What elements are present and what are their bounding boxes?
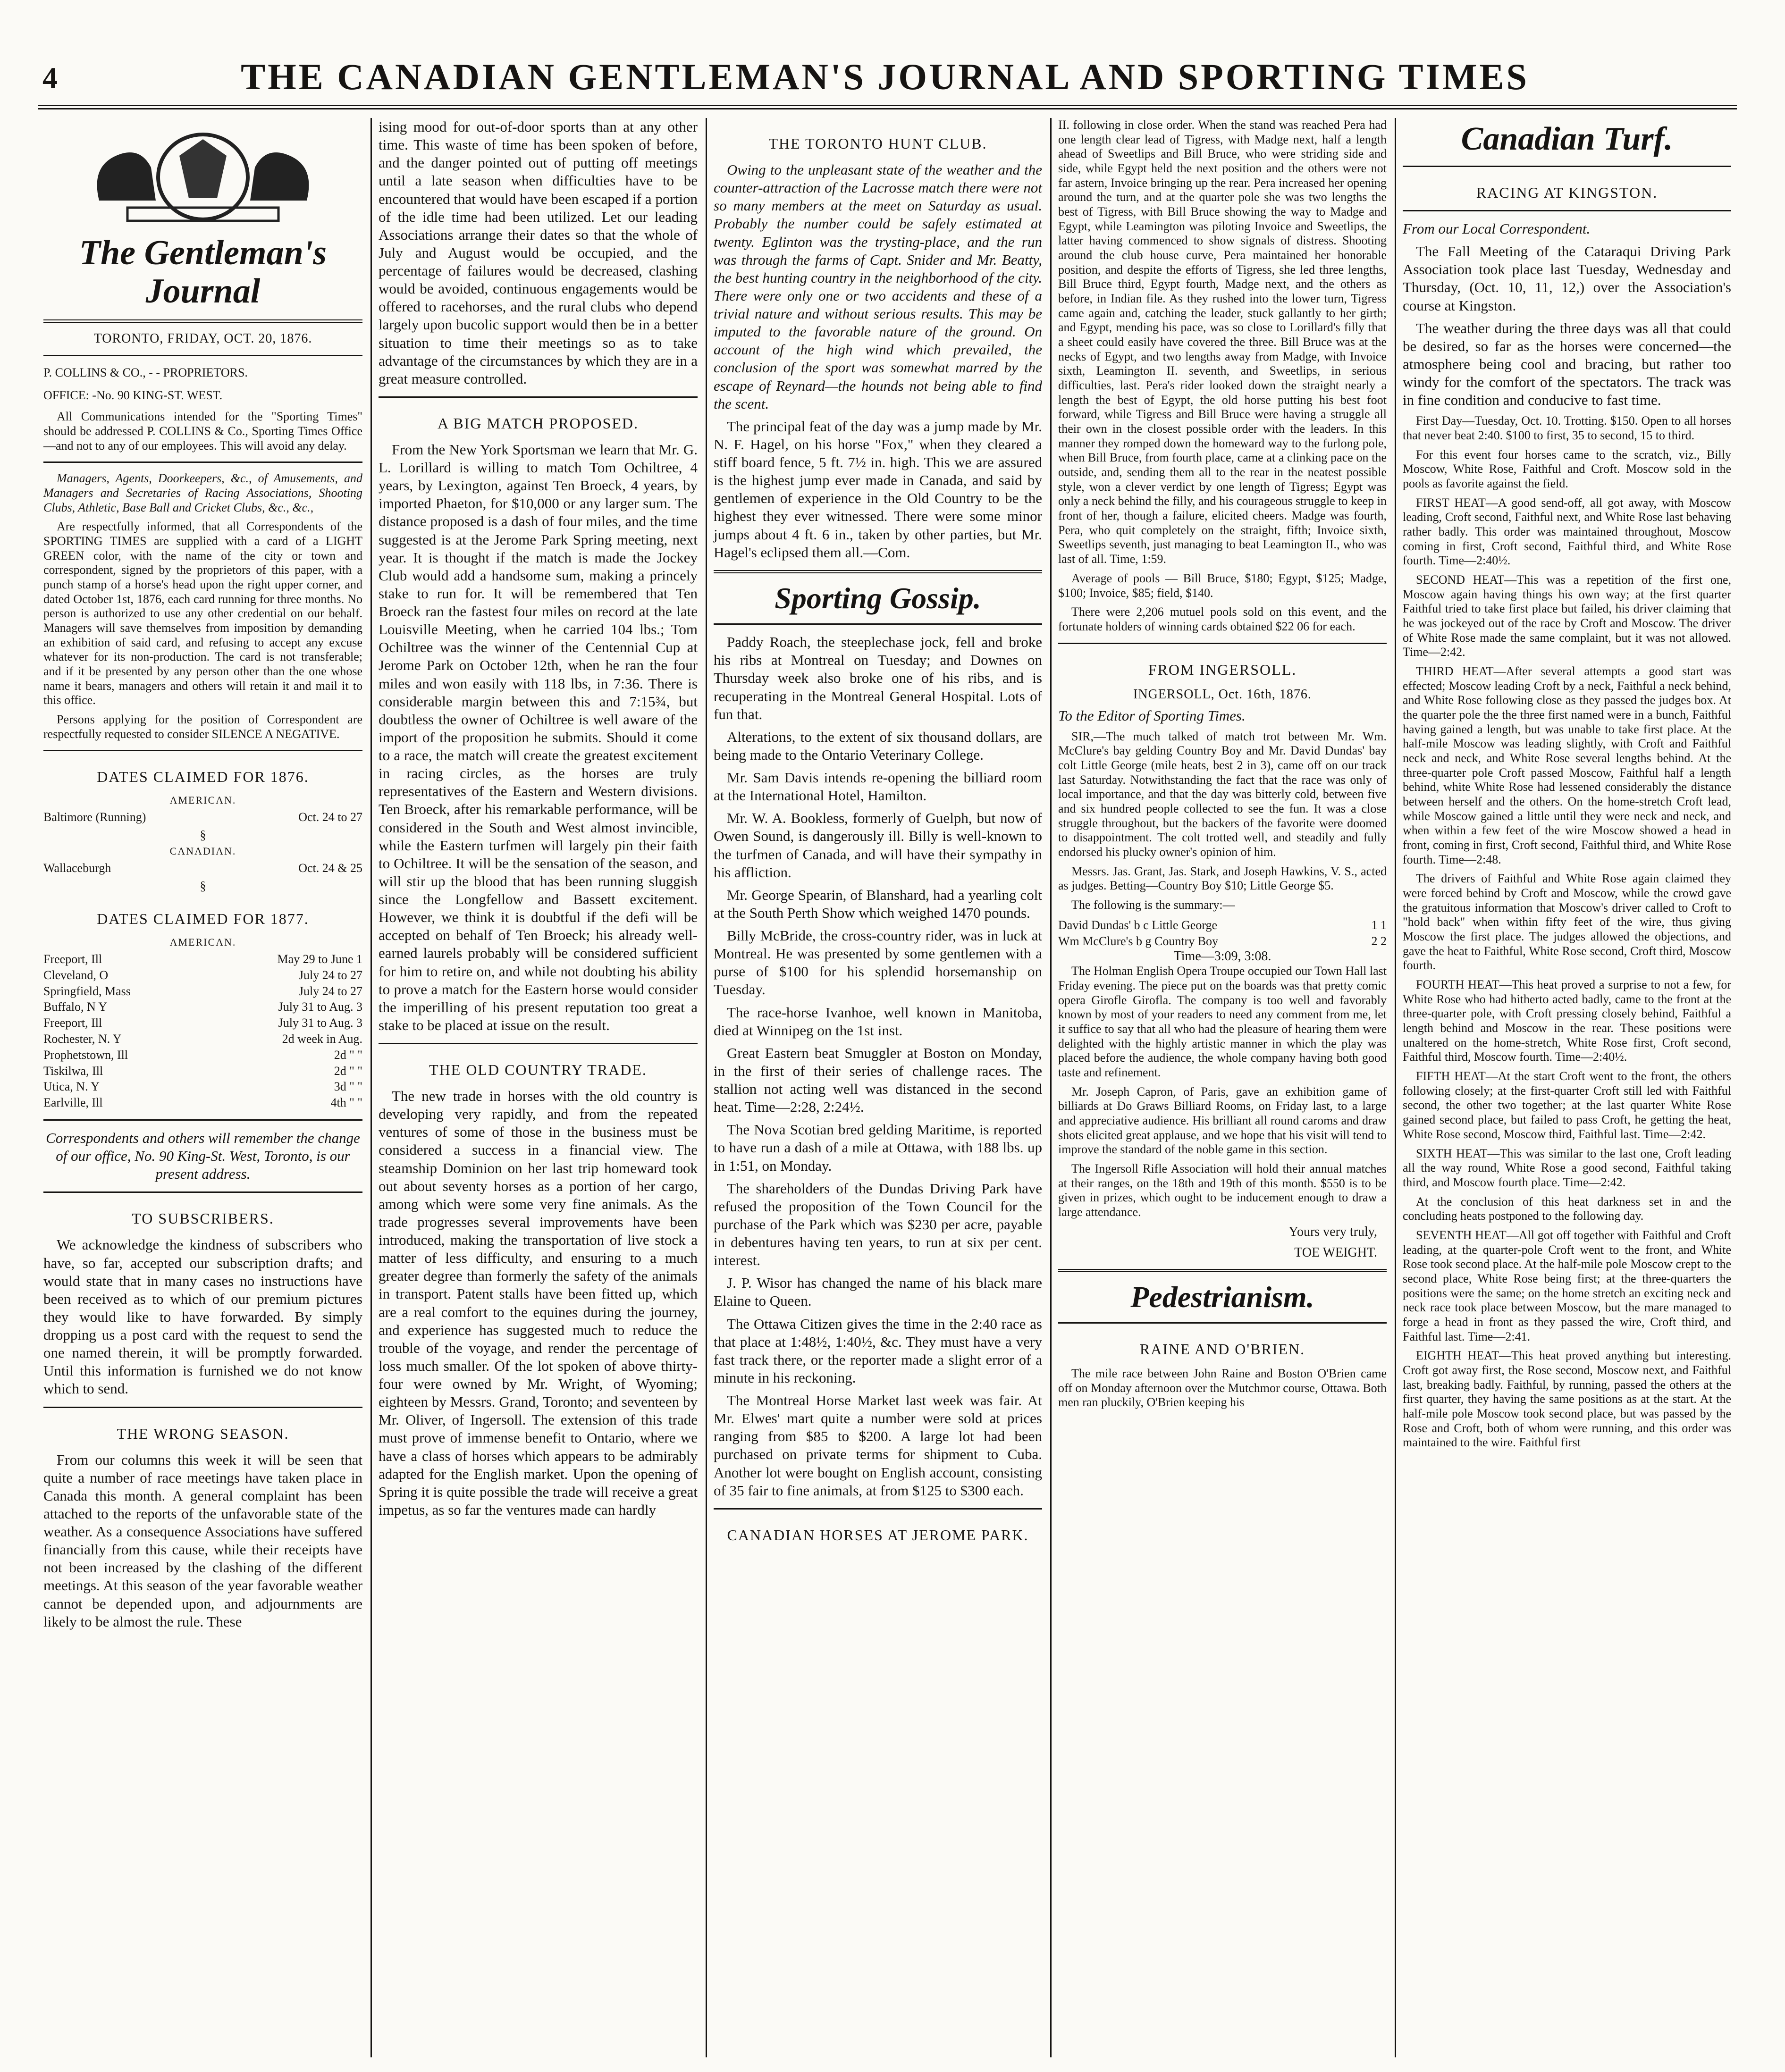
- ingersoll-text: The Ingersoll Rifle Association will hold their annual matches at their ranges, on the 18th and 19th of this month. $550 is to be given in prizes, which ought to be inducement enough to draw a large attendance.: [1058, 1162, 1387, 1219]
- hunt-club-text: Owing to the unpleasant state of the weather and the counter-attraction of the Lacrosse match there were not so many members at the meet on Saturday as usual. Probably the number could be safely estimated at twenty. Eglinton was the trysting-place, and the run was through the farms of Capt. Snider and Mr. Beatty, the best hunting country in the neighborhood of the city. There were only one or two accidents and these of a trivial nature and without serious results. This may be imputed to the favorable nature of the ground. On account of the high wind which prevailed, the conclusion of the sport was somewhat marred by the escape of Reynard—the hounds not being able to find the scent.: [714, 161, 1042, 412]
- old-country-trade-text: The new trade in horses with the old country is developing very rapidly, and from the repeated ventures of some of those in the business must be considered a success in a financial view. The steamship Dominion on her last trip homeward took out about seventy horses as a portion of her cargo, among which were some very fine animals. As the trade progresses several improvements have been introduced, making the transportation of live stock a matter of less difficulty, and ensuring to a much greater degree than formerly the safety of the animals in transport. Patent stalls have been fitted up, which are a real comfort to the equines during the journey, and experience has suggested much to reduce the trouble of the voyage, and render the percentage of loss much smaller. Of the lot spoken of above thirty-four were owned by Mr. Wright, of Wyoming; eighteen by Messrs. Grand, Toronto; and seventeen by Mr. Oliver, of Ingersoll. The extension of this trade must prove of immense benefit to Ontario, where we have a class of horses which appears to be admirably adapted for the English market. Upon the opening of Spring it is quite possible the trade will receive a great impetus, as so far the ventures made can hardly: [379, 1088, 698, 1518]
- race-report-continued: II. following in close order. When the stand was reached Pera had one length clear lead of Tigress, with Madge next, half a length ahead of Sweetlips and Bill Bruce, who were striding side and side, while Egypt held the next position and the others were not far astern, Invoice bringing up the rear. Pera increased her opening around the turn, and at the quarter pole she was two lengths the best of Tigress, with Bill Bruce showing the way to Madge and Egypt, while Leamington was piloting Invoice and Sweetlips, the latter having commenced to show signals of distress. Shooting around the club house curve, Pera maintained her honorable position, and despite the efforts of Tigress, she led three lengths, Bill Bruce third, Egypt fourth, Madge next, and the others as before, in Indian file. As they rushed into the lower turn, Tigress came again and, catching the leader, stuck gallantly to her girth; and Egypt, mending his pace, was so close to Lorillard's filly that a sheet could easily have covered the three. Bill Bruce was at the necks of Egypt, and two lengths away from Madge, with Invoice sixth, Leamington II. seventh, and Sweetlips, in serious difficulties, last. Pera's rider looked down the straight nearly a length the best of Egypt, the old horse putting his best foot forward, while Tigress and Bill Bruce were having a struggle all their own in the closest possible order with the leaders. In this manner they romped down the homeward way to the furlong pole, when Bill Bruce, from fourth place, came at a clinking pace on the outside, and, sending them all to the rear in the neatest possible style, won a clever verdict by one length of Tigress; Egypt was only a neck behind the filly, and his courageous struggle to keep in front of her, though a failure, elicited cheers. Madge was fourth, Pera, who quit completely on the straight, fifth; Invoice sixth, Sweetlips seventh, just managing to beat Leamington II., who was last of all. Time, 1:59.: [1058, 118, 1387, 566]
- running-head: [38, 56, 1732, 108]
- kingston-text: FIRST HEAT—A good send-off, all got away, with Moscow leading, Croft second, Faithful next, and White Rose last behaving rather badly. This order was maintained throughout, Moscow coming in first, Croft second, Faithful third, and White Rose fourth. Time—2:40½.: [1403, 495, 1731, 568]
- divider: [1058, 1322, 1387, 1324]
- divider: [714, 570, 1042, 573]
- date-row: Rochester, N. Y 2d week in Aug.: [43, 1032, 362, 1046]
- divider: [714, 1508, 1042, 1510]
- section-mark: §: [200, 828, 206, 842]
- pedestrianism-heading: Pedestrianism.: [1130, 1280, 1314, 1314]
- gossip-item: J. P. Wisor has changed the name of his black mare Elaine to Queen.: [714, 1275, 1042, 1309]
- column-rule: [1395, 118, 1396, 2057]
- american-subheading: AMERICAN.: [169, 936, 236, 948]
- divider: [379, 1043, 698, 1044]
- sporting-gossip-heading: Sporting Gossip.: [775, 581, 981, 615]
- column-rule: [1050, 118, 1052, 2057]
- gossip-item: Paddy Roach, the steeplechase jock, fell and broke his ribs at Montreal on Tuesday; and Downes on Thursday week also broke one of his ribs, and is recuperating in the Montreal General Hospital. Lots of fun that.: [714, 634, 1042, 722]
- date-row: Prophetstown, Ill 2d " ": [43, 1048, 362, 1062]
- gossip-item: The Ottawa Citizen gives the time in the 2:40 race as that place at 1:48½, 1:40½, &c. They must have a very fast track there, or the reporter made a slight error of a minute in his reckoning.: [714, 1315, 1042, 1386]
- kingston-text: FIFTH HEAT—At the start Croft went to the front, the others following closely; at the first-quarter Croft still led with Faithful second, the other two together; at the last quarter White Rose gained second place, but failed to pass Croft, he getting the heat, White Rose second, Moscow third, Faithful last. Time—2:42.: [1403, 1069, 1731, 1141]
- date-row: Springfield, Mass July 24 to 27: [43, 984, 362, 998]
- dates-1876-heading: DATES CLAIMED FOR 1876.: [97, 768, 309, 786]
- gossip-item: The shareholders of the Dundas Driving Park have refused the proposition of the Town Council for the purchase of the Park which was $230 per acre, payable in debentures having ten years, to run at six per cent. interest.: [714, 1180, 1042, 1269]
- page-number: 4: [42, 61, 58, 94]
- summary-row: Wm McClure's b g Country Boy 2 2: [1058, 934, 1387, 948]
- kingston-text: The drivers of Faithful and White Rose again claimed they were forced behind by Croft and Moscow, while the crowd gave the gratuitous information that Moscow's driver called to Croft to "hold back" when within fifty feet of the wire, thus giving Moscow the first place. The judges allowed the objections, and gave the heat to Faithful, White Rose second, Croft third, Moscow fourth.: [1403, 872, 1731, 973]
- gossip-item: Alterations, to the extent of six thousand dollars, are being made to the Ontario Veterinary College.: [714, 728, 1042, 763]
- communications-notice: All Communications intended for the "Sporting Times" should be addressed P. COLLINS & Co., Sporting Times Office—and not to any of our employees. This will avoid any delay.: [43, 410, 362, 453]
- date-row: Tiskilwa, Ill 2d " ": [43, 1064, 362, 1078]
- ingersoll-text: Messrs. Jas. Grant, Jas. Stark, and Joseph Hawkins, V. S., acted as judges. Betting—Country Boy $10; Little George $5.: [1058, 864, 1387, 893]
- proprietors-line: P. COLLINS & CO., - - PROPRIETORS.: [43, 365, 248, 379]
- gossip-item: Mr. Sam Davis intends re-opening the billiard room at the International Hotel, Hamilton.: [714, 769, 1042, 804]
- office-line: OFFICE: -No. 90 KING-ST. WEST.: [43, 388, 223, 402]
- hunt-club-text-2: The principal feat of the day was a jump made by Mr. N. F. Hagel, on his horse "Fox," when they cleared a stiff board fence, 5 ft. 7½ in. high. This we are assured is the highest jump ever made in Canada, and said by gentlemen of experience in the Old Country to be the highest they ever witnessed. There were some minor jumps about 4 ft. 6 in., taken by other parties, but Mr. Hagel's eclipsed them all.—Com.: [714, 418, 1042, 561]
- wrong-season-continued: ising mood for out-of-door sports than at any other time. This waste of time has been spoken of before, and the danger pointed out of putting off meetings until a late season when difficulties have to be encountered that would have been escaped if a portion of the idle time had been utilized. Let our leading Associations arrange their dates so that the whole of July and August would be occupied, and the percentage of failures would be decreased, clashing would be avoided, continuous engagements would be offered to racehorses, and the rural clubs who depend largely upon bucolic support would then be in a better situation to time their meetings so as to take advantage of the circumstances by which they are in a great measure controlled.: [379, 118, 698, 387]
- summary-time: Time—3:09, 3:08.: [1173, 949, 1271, 964]
- kingston-text: SEVENTH HEAT—All got off together with Faithful and Croft leading, at the quarter-pole Croft went to the front, and White Rose took second place. At the half-mile pole Moscow crept to the second place, White Rose being first; at the three-quarters the positions were the same; on the home stretch an exciting neck and neck race took place between Moscow, but the mare managed to forge a head in front as they passed the wire, Croft third, and Faithful last. Time—2:41.: [1403, 1228, 1731, 1343]
- kingston-text: EIGHTH HEAT—This heat proved anything but interesting. Croft got away first, the Rose second, Moscow next, and Faithful last, breaking badly. Faithful, by running, passed the others at the first quarter, they having the same positions as at the start. At the half-mile pole Moscow took second place, but was passed by the Rose and Croft, both of whom were running, and this order was maintained to the wire. Faithful first: [1403, 1349, 1731, 1450]
- canadian-turf-heading: Canadian Turf.: [1461, 121, 1673, 157]
- ingersoll-text: SIR,—The much talked of match trot between Mr. Wm. McClure's bay gelding Country Boy and Mr. David Dundas' bay colt Little George (mile heats, best 2 in 3), came off on our track last Saturday. Notwithstanding the fact that the race was only of local importance, and that the day was bitterly cold, between five and six hundred people collected to see the fun. It was a close struggle throughout, but the backers of the favorite were doomed to disappointment. The colt trotted well, and steadily and fully endorsed his plucky owner's opinion of him.: [1058, 729, 1387, 859]
- kingston-text: SIXTH HEAT—This was similar to the last one, Croft leading all the way round, White Rose a good second, Faithful taking third, and Moscow fourth place. Time—2:42.: [1403, 1146, 1731, 1189]
- date-row: Baltimore (Running) Oct. 24 to 27: [43, 810, 362, 824]
- gossip-item: Billy McBride, the cross-country rider, was in luck at Montreal. He was presented by some gentlemen with a purse of $100 for his splendid horsemanship on Tuesday.: [714, 927, 1042, 998]
- gossip-item: Great Eastern beat Smuggler at Boston on Monday, in the first of their series of challenge races. The stallion not acting well was distanced in the second heat. Time—2:28, 2:24½.: [714, 1044, 1042, 1116]
- divider: [1403, 166, 1731, 167]
- jerome-park-heading: CANADIAN HORSES AT JEROME PARK.: [727, 1526, 1029, 1544]
- divider: [43, 355, 362, 356]
- applicants-notice: Persons applying for the position of Correspondent are respectfully requested to consider SILENCE A NEGATIVE.: [43, 713, 362, 741]
- correspondent-byline: From our Local Correspondent.: [1403, 220, 1591, 237]
- column-1: [38, 118, 368, 2057]
- pools-text: Average of pools — Bill Bruce, $180; Egypt, $125; Madge, $100; Invoice, $85; field, $140.: [1058, 571, 1387, 600]
- newspaper-title: THE CANADIAN GENTLEMAN'S JOURNAL AND SPORTING TIMES: [241, 56, 1529, 97]
- address-change-notice: Correspondents and others will remember the change of our office, No. 90 King-St. West, Toronto, is our present address.: [46, 1130, 360, 1183]
- date-row: Utica, N. Y 3d " ": [43, 1080, 362, 1094]
- american-subheading: AMERICAN.: [169, 794, 236, 806]
- correspondents-notice: Are respectfully informed, that all Correspondents of the SPORTING TIMES are supplied with a card of a LIGHT GREEN color, with the name of the city or town and correspondent, signed by the proprietors of this paper, with a punch stamp of a horse's head upon the right upper corner, and dated October 1st, 1876, each card running for three months. No person is authorized to use any other credential on our behalf. Managers will save themselves from imposition by demanding an exhibition of said card, and refusing to accept any excuse whatever for its non-production. The card is not transferable; and if it be presented by any person other than the one whose name it bears, managers and others will retain it and mail it to this office.: [43, 520, 362, 707]
- ingersoll-dateline: INGERSOLL, Oct. 16th, 1876.: [1133, 687, 1312, 702]
- managers-notice: Managers, Agents, Doorkeepers, &c., of Amusements, and Managers and Secretaries of Racing Associations, Shooting Clubs, Athletic, Base Ball and Cricket Clubs, &c., &c.,: [43, 471, 362, 514]
- subscribers-text: We acknowledge the kindness of subscribers who have, so far, accepted our subscription drafts; and would state that in many cases no instructions have been received as to which of our premium pictures they would like to have forwarded. By simply dropping us a post card with the request to send the one named therein, it will be promptly forwarded. Until this information is furnished we do not know which to send.: [43, 1236, 362, 1397]
- column-5: [1397, 118, 1737, 2057]
- kingston-text: THIRD HEAT—After several attempts a good start was effected; Moscow leading Croft by a neck, Faithful a neck behind, and White Rose following close as they passed the judges box. At the quarter pole the the three first named were in a bunch, Faithful having gained a length, but was unable to take first place. At the half-mile Moscow was leading slightly, with Croft and Faithful neck and neck, and White Rose several lengths behind. At the three-quarter pole Croft passed Moscow, Faithful half a length behind, white White Rose had lessened considerably the distance between herself and the others. On the home-stretch Croft lead, while Moscow gained a little until they were neck and neck, and when within a few feet of the wire Moscow showed a head in front, coming in first, Croft second, Faithful third, and White Rose fourth. Time—2:48.: [1403, 664, 1731, 866]
- kingston-text: The Fall Meeting of the Cataraqui Driving Park Association took place last Tuesday, Wednesday and Thursday, (Oct. 10, 11, 12,) over the Association's course at Kingston.: [1403, 243, 1731, 314]
- closing: Yours very truly,: [1288, 1224, 1377, 1239]
- gossip-item: The Montreal Horse Market last week was fair. At Mr. Elwes' mart quite a number were sold at prices ranging from $85 to $200. A large lot had been purchased on private terms for shipment to Cuba. Another lot were bought on English account, consisting of 35 fair to fine animals, at from $125 to $300 each.: [714, 1392, 1042, 1499]
- subscribers-heading: TO SUBSCRIBERS.: [132, 1210, 274, 1227]
- divider: [1058, 643, 1387, 644]
- divider: [43, 1119, 362, 1121]
- column-3: [708, 118, 1048, 2057]
- wrong-season-text: From our columns this week it will be seen that quite a number of race meetings have taken place in Canada this month. A general complaint has been attached to the reports of the unfavorable state of the weather. As a consequence Associations have suffered financially from this cause, while their receipts have not been increased by the clashing of the different meetings. At this season of the year favorable weather cannot be depended upon, and adjournments are likely to be almost the rule. These: [43, 1451, 362, 1630]
- raine-obrien-text: The mile race between John Raine and Boston O'Brien came off on Monday afternoon over the Mutchmor course, Ottawa. Both men ran pluckily, O'Brien keeping his: [1058, 1367, 1387, 1409]
- divider: [714, 623, 1042, 625]
- ingersoll-text: Mr. Joseph Capron, of Paris, gave an exhibition game of billiards at Do Graws Billiard Rooms, on Friday last, to a large and appreciative audience. His brilliant all round caroms and draw shots elicited great applause, and we hope that his visit will tend to improve the standard of the noble game in this section.: [1058, 1084, 1387, 1157]
- date-row: Cleveland, O July 24 to 27: [43, 968, 362, 982]
- date-row: Freeport, Ill May 29 to June 1: [43, 952, 362, 966]
- dates-1877-list: [43, 951, 362, 1111]
- kingston-text: First Day—Tuesday, Oct. 10. Trotting. $150. Open to all horses that never beat 2:40. $100 to first, 35 to second, 15 to third.: [1403, 414, 1731, 442]
- divider: [43, 1191, 362, 1193]
- column-rule: [370, 118, 372, 2057]
- coat-of-arms-logo: [43, 118, 362, 231]
- kingston-heading: RACING AT KINGSTON.: [1476, 184, 1658, 201]
- divider: [43, 319, 362, 323]
- divider: [1058, 1269, 1387, 1272]
- mutuel-text: There were 2,206 mutuel pools sold on this event, and the fortunate holders of winning cards obtained $22 06 for each.: [1058, 605, 1387, 633]
- canadian-subheading: CANADIAN.: [169, 845, 236, 857]
- gossip-item: The race-horse Ivanhoe, well known in Manitoba, died at Winnipeg on the 1st inst.: [714, 1004, 1042, 1039]
- divider: [43, 750, 362, 751]
- date-row: Freeport, Ill July 31 to Aug. 3: [43, 1016, 362, 1030]
- date-row: Wallaceburgh Oct. 24 & 25: [43, 861, 362, 875]
- ingersoll-heading: FROM INGERSOLL.: [1148, 661, 1297, 678]
- gossip-item: Mr. W. A. Bookless, formerly of Guelph, but now of Owen Sound, is dangerously ill. Billy is well-known to the turfmen of Canada, and will have their sympathy in his affliction.: [714, 810, 1042, 881]
- header-rule: [38, 105, 1737, 109]
- ingersoll-text: The Holman English Opera Troupe occupied our Town Hall last Friday evening. The piece put on the boards was that pretty comic opera Girofle Girofla. The company is too well and favorably known by most of your readers to need any comment from me, let it suffice to say that all who had the pleasure of hearing them were delighted with the highly artistic manner in which the play was placed before the audience, the whole company having both good taste and refinement.: [1058, 964, 1387, 1079]
- divider: [43, 1407, 362, 1408]
- nameplate: The Gentleman's Journal: [79, 234, 327, 311]
- big-match-text: From the New York Sportsman we learn that Mr. G. L. Lorillard is willing to match Tom Ochiltree, 4 years, by Lexington, against Ten Broeck, 4 years, by imported Phaeton, for $10,000 or any larger sum. The distance proposed is a dash of four miles, and the time suggested is at the Jerome Park Spring meeting, next year. It is thought if the match is made the Jockey Club would add a handsome sum, making a princely stake to run for. It will be remembered that Ten Broeck ran the fastest four miles on record at the late Louisville Meeting, when he carried 104 lbs.; Tom Ochiltree was the winner of the Centennial Cup at Jerome Park on October 12th, when he ran the four miles and won easily with 118 lbs, in 7:36. There is considerable margin between this and 7:15¾, but doubtless the owner of Ochiltree is well aware of the import of the proposition he submits. Should it come to a race, the match will create the greatest excitement in racing circles, as the horses are truly representatives of the Eastern and Western divisions. Ten Broeck, after his remarkable performance, will be considered in the South and West almost invincible, while the Eastern turfmen will largely pin their faith to Ochiltree. It will be the sensation of the season, and will stir up the blood that has been running sluggish since the Longfellow and Bassett excitement. However, we think it is doubtful if the defi will be accepted on behalf of Ten Broeck; his already well-earned laurels probably will be considered sufficient for him to retire on, and while not doubting his ability to prove a match for the Eastern horse would consider the imperilling of his present reputation too great a stake to be placed at issue on the result.: [379, 441, 698, 1033]
- issue-dateline: TORONTO, FRIDAY, OCT. 20, 1876.: [93, 331, 312, 346]
- signature: TOE WEIGHT.: [1294, 1245, 1377, 1260]
- date-row: Buffalo, N Y July 31 to Aug. 3: [43, 1000, 362, 1014]
- kingston-text: FOURTH HEAT—This heat proved a surprise to not a few, for White Rose who had hitherto acted badly, came to the front at the three-quarter pole, with Croft pressing closely behind, Faithful a length behind and Moscow in the rear. These positions were unaltered on the home-stretch, White Rose first, Croft second, Faithful third, Moscow fourth. Time—2:40½.: [1403, 978, 1731, 1064]
- column-rule: [706, 118, 707, 2057]
- section-mark: §: [200, 879, 206, 893]
- kingston-text: For this event four horses came to the scratch, viz., Billy Moscow, White Rose, Faithful and Croft. Moscow sold in the pools as favorite against the field.: [1403, 447, 1731, 490]
- old-country-trade-heading: THE OLD COUNTRY TRADE.: [429, 1061, 647, 1078]
- editor-salutation: To the Editor of Sporting Times.: [1058, 707, 1246, 724]
- column-2: [373, 118, 703, 2057]
- raine-obrien-heading: RAINE AND O'BRIEN.: [1139, 1341, 1305, 1358]
- divider: [1403, 210, 1731, 211]
- ingersoll-text: The following is the summary:—: [1071, 898, 1235, 912]
- big-match-heading: A BIG MATCH PROPOSED.: [437, 414, 639, 432]
- column-4: [1052, 118, 1392, 2057]
- dates-1877-heading: DATES CLAIMED FOR 1877.: [97, 910, 309, 928]
- kingston-text: At the conclusion of this heat darkness set in and the concluding heats postponed to the following day.: [1403, 1194, 1731, 1223]
- kingston-text: The weather during the three days was all that could be desired, so far as the horses were concerned—the atmosphere being cool and bracing, but rather too windy for the comfort of the spectators. The track was in fine condition and conducive to fast time.: [1403, 319, 1731, 409]
- gossip-item: Mr. George Spearin, of Blanshard, had a yearling colt at the South Perth Show which weighed 1470 pounds.: [714, 886, 1042, 921]
- kingston-text: SECOND HEAT—This was a repetition of the first one, Moscow again having things his own way; at the first quarter Faithful tried to take first place but failed, his driver claiming that he was jockeyed out of the race by Croft and Moscow. The driver of White Rose made the same complaint, but it was not allowed. Time—2:42.: [1403, 572, 1731, 659]
- summary-row: David Dundas' b c Little George 1 1: [1058, 918, 1387, 932]
- gossip-item: The Nova Scotian bred gelding Maritime, is reported to have run a dash of a mile at Ottawa, with 188 lbs. up in 1:51, on Monday.: [714, 1121, 1042, 1174]
- date-row: Earlville, Ill 4th " ": [43, 1096, 362, 1110]
- divider: [379, 396, 698, 398]
- divider: [43, 461, 362, 463]
- wrong-season-heading: THE WRONG SEASON.: [117, 1425, 289, 1442]
- hunt-club-heading: THE TORONTO HUNT CLUB.: [768, 135, 987, 152]
